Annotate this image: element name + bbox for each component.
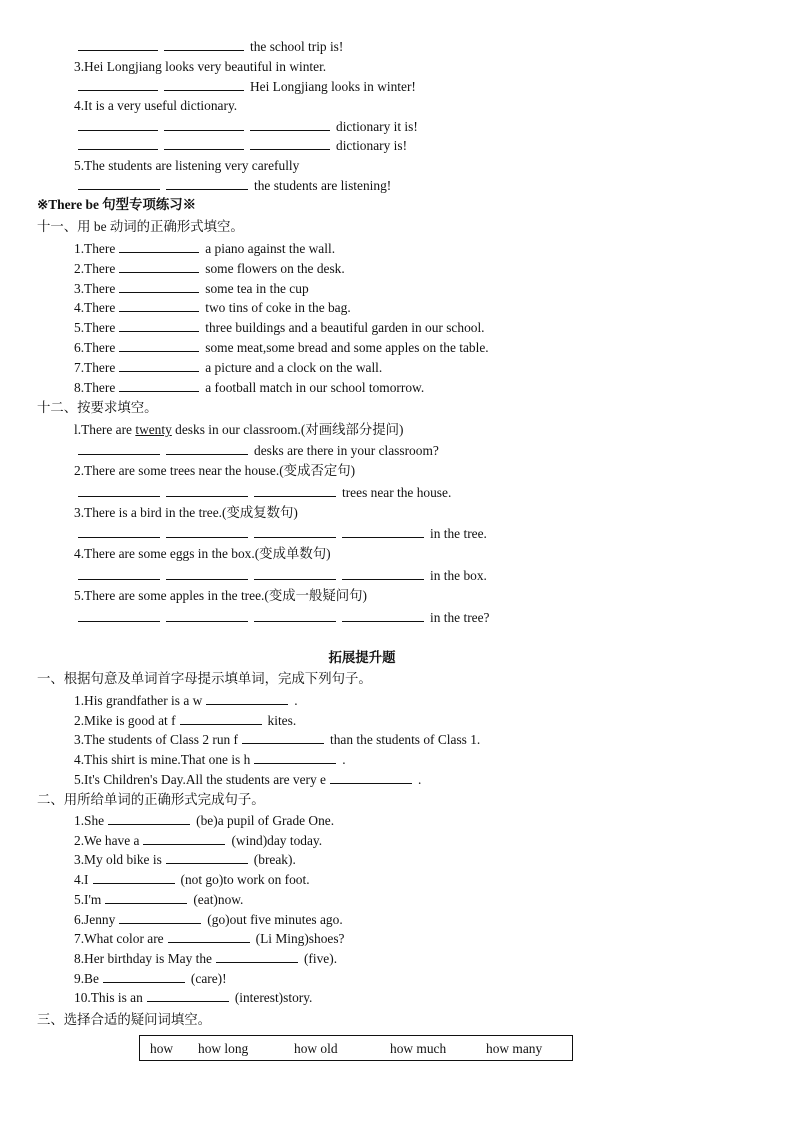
top-q5-prompt: 5.The students are listening very carefully xyxy=(74,158,300,173)
answer-blank[interactable] xyxy=(119,280,199,293)
ext1-item xyxy=(74,692,298,709)
answer-blank[interactable] xyxy=(164,137,244,150)
item-prefix: 3.There xyxy=(74,280,116,296)
word-bank-item: how many xyxy=(486,1041,543,1056)
sec12-q1-answer-line xyxy=(78,442,439,459)
item-prefix: 1.His grandfather is a w xyxy=(74,693,203,708)
item-prefix: 8.There xyxy=(74,379,116,395)
sec12-q5-prompt: 5.There are some apples in the tree.(变成一般疑问句) xyxy=(74,588,368,603)
answer-blank[interactable] xyxy=(254,525,336,538)
item-prefix: 5.There xyxy=(74,320,116,336)
ext2-item xyxy=(74,891,243,908)
answer-blank[interactable] xyxy=(166,484,248,497)
item-prefix: 3.My old bike is xyxy=(74,852,162,868)
ext1-item xyxy=(74,712,296,729)
sec11-item xyxy=(74,299,351,316)
item-suffix: . xyxy=(418,771,422,787)
ext1-item xyxy=(74,771,421,788)
answer-blank[interactable] xyxy=(119,299,199,312)
word-bank-item: how much xyxy=(390,1041,447,1056)
ext-section-3-title: 三、选择合适的疑问词填空。 xyxy=(37,1012,212,1027)
ext2-item xyxy=(74,930,345,947)
item-prefix: 1.She xyxy=(74,813,105,828)
prompt-text: desks in our classroom.(对画线部分提问) xyxy=(171,422,404,437)
ext-section-1-title: 一、根据句意及单词首字母提示填单词，完成下列句子。 xyxy=(37,671,372,686)
item-suffix: (go)out five minutes ago. xyxy=(207,911,343,927)
item-prefix: 4.There xyxy=(74,300,116,316)
item-suffix: a football match in our school tomorrow. xyxy=(205,379,425,395)
sec12-q3-prompt: 3.There is a bird in the tree.(变成复数句) xyxy=(74,505,298,520)
item-suffix: (care)! xyxy=(190,970,227,986)
ext2-item xyxy=(74,970,227,987)
ext1-item xyxy=(74,751,346,768)
answer-blank[interactable] xyxy=(78,567,160,580)
answer-blank[interactable] xyxy=(78,38,158,51)
underlined-word: twenty xyxy=(135,422,172,437)
sentence-tail: in the tree. xyxy=(430,526,487,541)
item-suffix: (wind)day today. xyxy=(231,832,323,848)
sec11-item xyxy=(74,359,382,376)
answer-blank[interactable] xyxy=(119,359,199,372)
sentence-tail: trees near the house. xyxy=(342,485,452,500)
answer-blank[interactable] xyxy=(250,137,330,150)
section-12-title: 十二、按要求填空。 xyxy=(37,400,158,415)
answer-blank[interactable] xyxy=(119,240,199,253)
answer-blank[interactable] xyxy=(78,484,160,497)
section-11-title: 十一、用 be 动词的正确形式填空。 xyxy=(37,219,244,234)
ext2-item xyxy=(74,911,343,928)
item-prefix: 3.The students of Class 2 run f xyxy=(74,732,239,748)
answer-blank[interactable] xyxy=(166,177,248,190)
sec11-item xyxy=(74,339,489,356)
extension-title: 拓展提升题 xyxy=(328,650,396,665)
answer-blank[interactable] xyxy=(105,891,187,904)
top-q5-answer-line xyxy=(78,177,391,194)
item-suffix: (eat)now. xyxy=(193,891,244,907)
top-q4-prompt: 4.It is a very useful dictionary. xyxy=(74,98,238,113)
sentence-tail: dictionary it is! xyxy=(336,119,418,134)
answer-blank[interactable] xyxy=(216,950,298,963)
item-prefix: 5.I'm xyxy=(74,891,102,907)
sec12-q1-prompt xyxy=(74,421,404,438)
item-suffix: kites. xyxy=(267,712,297,728)
item-prefix: 8.Her birthday is May the xyxy=(74,950,212,966)
sentence-tail: in the tree? xyxy=(430,610,490,625)
top-q3-answer-line xyxy=(78,78,416,95)
item-prefix: 7.There xyxy=(74,359,116,375)
answer-blank[interactable] xyxy=(119,260,199,273)
item-prefix: 5.It's Children's Day.All the students are very e xyxy=(74,771,326,787)
ext1-item xyxy=(74,731,480,748)
item-prefix: 4.I xyxy=(74,872,89,888)
item-suffix: (five). xyxy=(303,950,338,966)
prompt-text: l.There are xyxy=(74,422,136,437)
word-bank-item: how long xyxy=(198,1041,249,1056)
item-prefix: 1.There xyxy=(74,241,116,256)
answer-blank[interactable] xyxy=(164,38,244,51)
answer-blank[interactable] xyxy=(164,118,244,131)
ext2-item xyxy=(74,989,312,1006)
ext2-item xyxy=(74,950,337,967)
sentence-tail: desks are there in your classroom? xyxy=(254,443,439,458)
sec11-item xyxy=(74,379,424,396)
there-be-title: ※There be 句型专项练习※ xyxy=(37,197,197,212)
item-suffix: a picture and a clock on the wall. xyxy=(205,359,383,375)
sentence-tail: dictionary is! xyxy=(336,138,408,153)
answer-blank[interactable] xyxy=(342,525,424,538)
item-suffix: some tea in the cup xyxy=(205,280,309,296)
answer-blank[interactable] xyxy=(330,771,412,784)
answer-blank[interactable] xyxy=(93,871,175,884)
ext2-item xyxy=(74,851,296,868)
answer-blank[interactable] xyxy=(342,609,424,622)
item-prefix: 2.There xyxy=(74,260,116,276)
sec12-q5-answer-line xyxy=(78,609,489,626)
sentence-tail: Hei Longjiang looks in winter! xyxy=(250,79,416,94)
item-prefix: 10.This is an xyxy=(74,990,143,1006)
top-q4-answer-line-2 xyxy=(78,137,407,154)
answer-blank[interactable] xyxy=(78,177,160,190)
ext2-item xyxy=(74,812,334,829)
item-prefix: 7.What color are xyxy=(74,931,164,947)
item-suffix: a piano against the wall. xyxy=(205,241,336,256)
answer-blank[interactable] xyxy=(166,609,248,622)
top-q2-answer-line xyxy=(78,38,343,55)
answer-blank[interactable] xyxy=(166,442,248,455)
sentence-tail: in the box. xyxy=(430,568,487,583)
word-bank-item: how old xyxy=(294,1041,338,1056)
answer-blank[interactable] xyxy=(342,567,424,580)
ext2-item xyxy=(74,832,322,849)
answer-blank[interactable] xyxy=(166,525,248,538)
answer-blank[interactable] xyxy=(206,692,288,705)
item-suffix: (be)a pupil of Grade One. xyxy=(196,813,335,828)
item-suffix: some flowers on the desk. xyxy=(205,260,345,276)
item-prefix: 6.Jenny xyxy=(74,911,116,927)
sec12-q4-prompt: 4.There are some eggs in the box.(变成单数句) xyxy=(74,546,331,561)
top-q4-answer-line-1 xyxy=(78,118,418,135)
answer-blank[interactable] xyxy=(119,379,199,392)
answer-blank[interactable] xyxy=(147,989,229,1002)
item-suffix: . xyxy=(342,752,346,768)
answer-blank[interactable] xyxy=(78,525,160,538)
answer-blank[interactable] xyxy=(254,567,336,580)
answer-blank[interactable] xyxy=(166,567,248,580)
answer-blank[interactable] xyxy=(119,339,199,352)
top-q3-prompt: 3.Hei Longjiang looks very beautiful in winter. xyxy=(74,59,327,74)
sec12-q2-answer-line xyxy=(78,484,451,501)
answer-blank[interactable] xyxy=(166,851,248,864)
sec12-q4-answer-line xyxy=(78,567,487,584)
answer-blank[interactable] xyxy=(143,832,225,845)
sec12-q2-prompt: 2.There are some trees near the house.(变成否定句) xyxy=(74,463,356,478)
item-prefix: 2.Mike is good at f xyxy=(74,712,176,728)
ext-section-2-title: 二、用所给单词的正确形式完成句子。 xyxy=(37,792,265,807)
item-suffix: than the students of Class 1. xyxy=(330,732,481,748)
sentence-tail: the students are listening! xyxy=(254,178,392,193)
word-bank-item: how xyxy=(150,1041,174,1056)
item-suffix: (break). xyxy=(253,852,296,868)
answer-blank[interactable] xyxy=(103,970,185,983)
answer-blank[interactable] xyxy=(78,442,160,455)
item-suffix: (Li Ming)shoes? xyxy=(255,931,345,947)
answer-blank[interactable] xyxy=(119,911,201,924)
answer-blank[interactable] xyxy=(180,712,262,725)
answer-blank[interactable] xyxy=(254,609,336,622)
answer-blank[interactable] xyxy=(78,137,158,150)
word-bank-box xyxy=(139,1035,573,1061)
item-prefix: 4.This shirt is mine.That one is h xyxy=(74,752,251,768)
sec11-item xyxy=(74,280,309,297)
answer-blank[interactable] xyxy=(254,751,336,764)
answer-blank[interactable] xyxy=(119,319,199,332)
answer-blank[interactable] xyxy=(164,78,244,91)
answer-blank[interactable] xyxy=(250,118,330,131)
answer-blank[interactable] xyxy=(242,731,324,744)
sec11-item xyxy=(74,319,485,336)
answer-blank[interactable] xyxy=(254,484,336,497)
item-prefix: 9.Be xyxy=(74,970,99,986)
sec12-q3-answer-line xyxy=(78,525,487,542)
item-prefix: 2.We have a xyxy=(74,832,140,848)
item-suffix: (not go)to work on foot. xyxy=(180,872,310,888)
item-suffix: some meat,some bread and some apples on the table. xyxy=(205,340,489,355)
answer-blank[interactable] xyxy=(78,609,160,622)
item-prefix: 6.There xyxy=(74,340,116,355)
sec11-item xyxy=(74,240,335,257)
sentence-tail: the school trip is! xyxy=(250,39,344,54)
sec11-item xyxy=(74,260,345,277)
answer-blank[interactable] xyxy=(78,78,158,91)
answer-blank[interactable] xyxy=(78,118,158,131)
item-suffix: three buildings and a beautiful garden in our school. xyxy=(205,320,485,336)
item-suffix: . xyxy=(294,693,298,708)
answer-blank[interactable] xyxy=(168,930,250,943)
item-suffix: (interest)story. xyxy=(234,990,313,1006)
answer-blank[interactable] xyxy=(108,812,190,825)
ext2-item xyxy=(74,871,310,888)
item-suffix: two tins of coke in the bag. xyxy=(205,300,351,316)
